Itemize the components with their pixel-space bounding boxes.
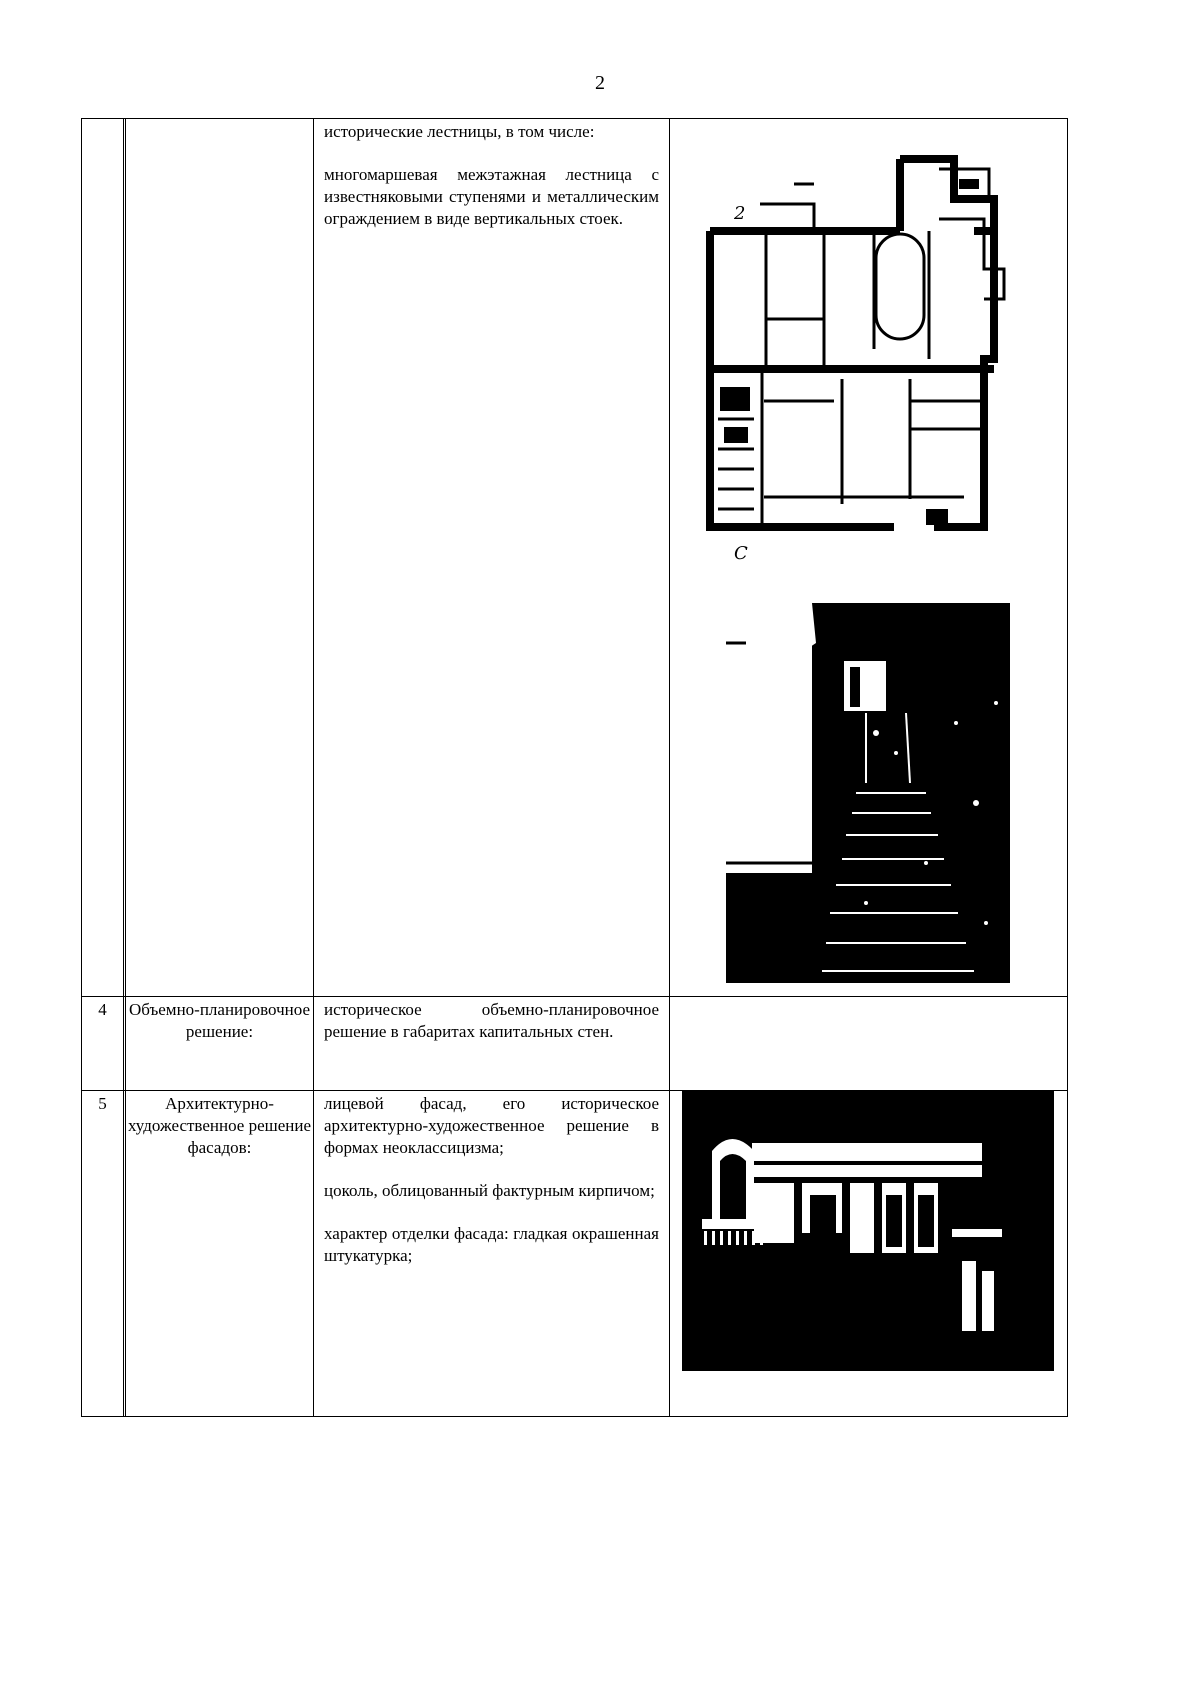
page-number: 2 xyxy=(595,72,605,94)
row-number: 5 xyxy=(82,1091,124,1417)
floor-plan-drawing xyxy=(704,119,1024,569)
table-row xyxy=(82,119,1068,997)
desc-paragraph: историческое объемно-планировочное решение в габаритах капитальных стен. xyxy=(324,1000,659,1042)
table-row xyxy=(82,997,1068,1091)
row-images xyxy=(670,119,1068,997)
row-title: Объемно-планировочное решение: xyxy=(126,997,314,1091)
plan-label: С xyxy=(734,543,748,564)
row-images xyxy=(670,1091,1068,1417)
row-description xyxy=(314,997,670,1091)
desc-paragraph: характер отделки фасада: гладкая окрашенная штукатурка; xyxy=(324,1224,659,1266)
protected-features-table xyxy=(81,118,1068,1417)
desc-paragraph: лицевой фасад, его историческое архитектурно-художественное решение в формах неоклассицизма; xyxy=(324,1094,659,1158)
row-description xyxy=(314,119,670,997)
row-number xyxy=(82,119,124,997)
row-title: Архитектурно-художественное решение фасадов: xyxy=(126,1091,314,1417)
desc-paragraph: цоколь, облицованный фактурным кирпичом; xyxy=(324,1181,655,1201)
row-title xyxy=(126,119,314,997)
desc-paragraph: многомаршевая межэтажная лестница с известняковыми ступенями и металлическим ограждением в виде вертикальных стоек. xyxy=(324,165,659,229)
row-description xyxy=(314,1091,670,1417)
facade-photo xyxy=(682,1091,1054,1371)
staircase-photo xyxy=(726,603,1010,983)
row-number: 4 xyxy=(82,997,124,1091)
plan-label: 2 xyxy=(734,203,746,224)
desc-paragraph: исторические лестницы, в том числе: xyxy=(324,122,595,141)
table-row xyxy=(82,1091,1068,1417)
